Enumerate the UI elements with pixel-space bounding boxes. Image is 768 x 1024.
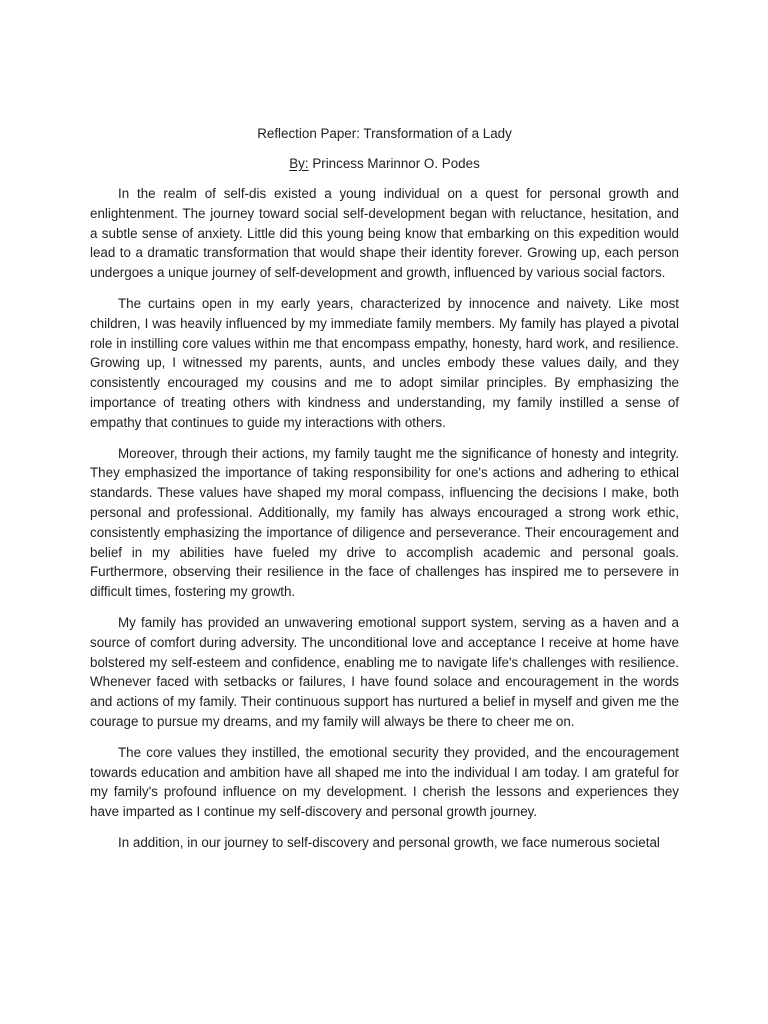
paragraph: The core values they instilled, the emotional security they provided, and the encouragement towards education and ambition have all shaped me into the individual I am today. I am grateful for my family's profound influence on my development. I cherish the lessons and experiences they have imparted as I continue my self-discovery and personal growth journey. bbox=[90, 744, 679, 820]
paragraph: Moreover, through their actions, my family taught me the significance of honesty and integrity. They emphasized the importance of taking responsibility for one's actions and adhering to ethical standards. These values have shaped my moral compass, influencing the decisions I make, both personal and professional. Additionally, my family has always encouraged a strong work ethic, consistently emphasizing the importance of diligence and perseverance. Their encouragement and belief in my abilities have fueled my drive to accomplish academic and personal goals. Furthermore, observing their resilience in the face of challenges has inspired me to persevere in difficult times, fostering my growth. bbox=[90, 445, 679, 600]
byline-label: By: bbox=[289, 156, 309, 171]
paragraph: In the realm of self-dis existed a young individual on a quest for personal growth and enlightenment. The journey toward social self-development began with reluctance, hesitation, and a subtle sense of anxiety. Little did this young being know that embarking on this expedition would lead to a dramatic transformation that would shape their identity forever. Growing up, each person undergoes a unique journey of self-development and growth, influenced by various social factors. bbox=[90, 186, 679, 281]
paragraph: In addition, in our journey to self-discovery and personal growth, we face numerous societal bbox=[118, 834, 660, 850]
paragraph: My family has provided an unwavering emotional support system, serving as a haven and a source of comfort during adversity. The unconditional love and acceptance I receive at home have bolstered my self-esteem and confidence, enabling me to navigate life's challenges with resilience. Whenever faced with setbacks or failures, I have found solace and encouragement in the words and actions of my family. Their continuous support has nurtured a belief in myself and given me the courage to pursue my dreams, and my family will always be there to cheer me on. bbox=[90, 614, 679, 729]
document-page bbox=[90, 124, 679, 864]
page-title: Reflection Paper: Transformation of a Lady bbox=[257, 126, 512, 141]
author-name: Princess Marinnor O. Podes bbox=[312, 156, 480, 171]
author-byline bbox=[90, 154, 679, 174]
paragraph: The curtains open in my early years, characterized by innocence and naivety. Like most children, I was heavily influenced by my immediate family members. My family has played a pivotal role in instilling core values within me that encompass empathy, honesty, hard work, and resilience. Growing up, I witnessed my parents, aunts, and uncles embody these values daily, and they consistently encouraged my cousins and me to adopt similar principles. By emphasizing the importance of treating others with kindness and understanding, my family instilled a sense of empathy that continues to guide my interactions with others. bbox=[90, 295, 679, 430]
